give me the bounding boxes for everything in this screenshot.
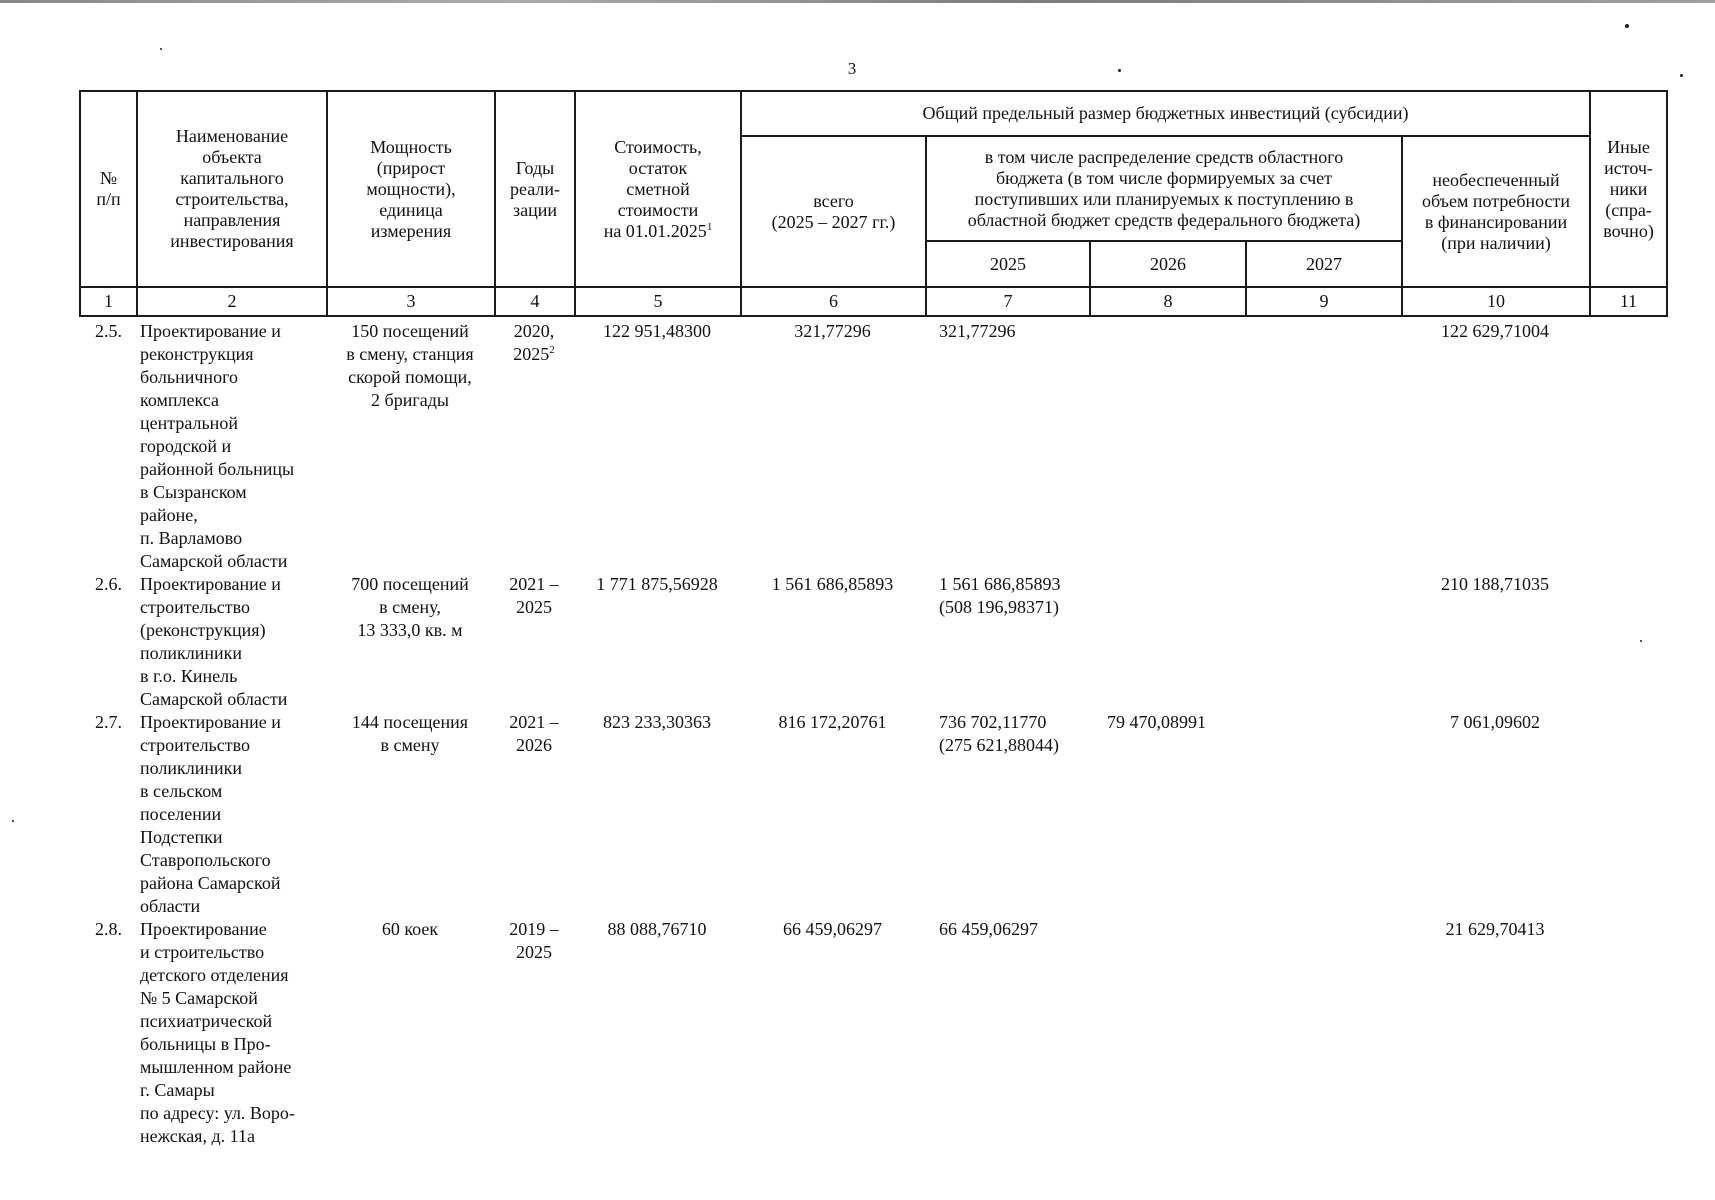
- amount-2025: [925, 711, 1089, 918]
- page-number: 3: [847, 59, 857, 78]
- years-text: 2020, 2025: [513, 321, 555, 364]
- table-header: [79, 90, 1668, 317]
- amount-2026: 79 470,08991: [1107, 712, 1206, 732]
- table-row: [79, 918, 1666, 1148]
- table-row: [79, 320, 1666, 573]
- column-number: 1: [80, 287, 137, 316]
- scan-speck: [1680, 74, 1683, 77]
- column-number: 2: [137, 287, 327, 316]
- amount-2025-value: 1 561 686,85893: [939, 574, 1061, 594]
- unsecured: 210 188,71035: [1441, 574, 1549, 594]
- column-number: 10: [1402, 287, 1590, 316]
- scan-speck: [160, 48, 162, 50]
- other-sources: [1589, 918, 1666, 1148]
- row-number: 2.7.: [95, 712, 122, 732]
- column-number: 5: [575, 287, 741, 316]
- amount-2027: [1245, 711, 1401, 918]
- total: 1 561 686,85893: [771, 574, 894, 594]
- header-year-2026: 2026: [1090, 241, 1246, 287]
- header-col-capacity: Мощность (прирост мощности), единица измерения: [327, 91, 495, 287]
- cost: 122 951,48300: [603, 321, 711, 341]
- column-number: 9: [1246, 287, 1402, 316]
- row-number: 2.8.: [95, 919, 122, 939]
- amount-2025-federal: (508 196,98371): [939, 597, 1059, 617]
- amount-2027: [1245, 573, 1401, 711]
- years: 2019 – 2025: [509, 919, 559, 962]
- row-number: 2.5.: [95, 321, 122, 341]
- row-number: 2.6.: [95, 574, 122, 594]
- amount-2025-value: 736 702,11770: [939, 712, 1047, 732]
- scan-edge-line: [0, 0, 1715, 3]
- amount-2026: [1089, 320, 1245, 573]
- footnote-1-mark: 1: [706, 220, 713, 233]
- capacity: 60 коек: [381, 919, 439, 939]
- column-number: 7: [926, 287, 1090, 316]
- header-col-cost-text: Стоимость, остаток сметной стоимости на 01.01.2025: [603, 136, 707, 241]
- table-body: [79, 320, 1666, 1148]
- amount-2025: [925, 918, 1089, 1148]
- table-row: [79, 573, 1666, 711]
- other-sources: [1589, 711, 1666, 918]
- amount-2026: [1089, 573, 1245, 711]
- column-number: 3: [327, 287, 495, 316]
- amount-2025: [925, 320, 1089, 573]
- column-number: 11: [1590, 287, 1667, 316]
- amount-2025-value: 66 459,06297: [939, 919, 1038, 939]
- table-row: [79, 711, 1666, 918]
- amount-2025-value: 321,77296: [939, 321, 1016, 341]
- scan-speck: [1625, 24, 1629, 28]
- header-group-regional: в том числе распределение средств областного бюджета (в том числе формируемых за счет поступивших или планируемых к поступлению в областной бюджет средств федерального бюджета): [926, 136, 1402, 241]
- header-group-total: Общий предельный размер бюджетных инвестиций (субсидии): [741, 91, 1590, 136]
- column-number: 4: [495, 287, 575, 316]
- total: 321,77296: [794, 321, 871, 341]
- header-col-name: Наименование объекта капитального строительства, направления инвестирования: [137, 91, 327, 287]
- header-col-total: всего (2025 – 2027 гг.): [741, 136, 926, 287]
- other-sources: [1589, 320, 1666, 573]
- amount-2027: [1245, 918, 1401, 1148]
- amount-2025: [925, 573, 1089, 711]
- unsecured: 7 061,09602: [1450, 712, 1540, 732]
- years: [494, 320, 574, 573]
- header-col-cost: [575, 91, 741, 287]
- years: 2021 – 2026: [509, 712, 559, 755]
- footnote-2-mark: 2: [549, 344, 555, 356]
- header-col-other: Иные источ- ники (спра- вочно): [1590, 91, 1667, 287]
- unsecured: 21 629,70413: [1445, 919, 1545, 939]
- amount-2026: [1089, 918, 1245, 1148]
- total: 816 172,20761: [778, 712, 887, 732]
- capacity: 150 посещений в смену, станция скорой помощи, 2 бригады: [346, 321, 474, 410]
- header-year-2025: 2025: [926, 241, 1090, 287]
- cost: 1 771 875,56928: [596, 574, 718, 594]
- header-year-2027: 2027: [1246, 241, 1402, 287]
- amount-2025-federal: (275 621,88044): [939, 735, 1059, 755]
- total: 66 459,06297: [783, 919, 882, 939]
- years: 2021 – 2025: [509, 574, 559, 617]
- header-col-years: Годы реали- зации: [495, 91, 575, 287]
- other-sources: [1589, 573, 1666, 711]
- capacity: 144 посещения в смену: [351, 712, 469, 755]
- column-number: 8: [1090, 287, 1246, 316]
- column-number: 6: [741, 287, 926, 316]
- cost: 823 233,30363: [603, 712, 711, 732]
- scan-speck: [1118, 69, 1121, 72]
- object-name: Проектирование и реконструкция больничного комплекса центральной городской и районной больницы в Сызранском районе, п. Варламово Самарской области: [140, 321, 295, 571]
- unsecured: 122 629,71004: [1441, 321, 1549, 341]
- header-col-no: № п/п: [80, 91, 137, 287]
- object-name: Проектирование и строительство (реконструкция) поликлиники в г.о. Кинель Самарской области: [140, 574, 288, 709]
- amount-2027: [1245, 320, 1401, 573]
- cost: 88 088,76710: [607, 919, 707, 939]
- header-col-unsecured: необеспеченный объем потребности в финансировании (при наличии): [1402, 136, 1590, 287]
- capacity: 700 посещений в смену, 13 333,0 кв. м: [351, 574, 469, 640]
- scan-speck: [12, 820, 14, 822]
- object-name: Проектирование и строительство детского отделения № 5 Самарской психиатрической больницы в Про- мышленном районе г. Самары по адресу: ул. Воро- нежская, д. 11а: [140, 919, 295, 1146]
- object-name: Проектирование и строительство поликлиники в сельском поселении Подстепки Ставропольского района Самарской области: [140, 712, 281, 916]
